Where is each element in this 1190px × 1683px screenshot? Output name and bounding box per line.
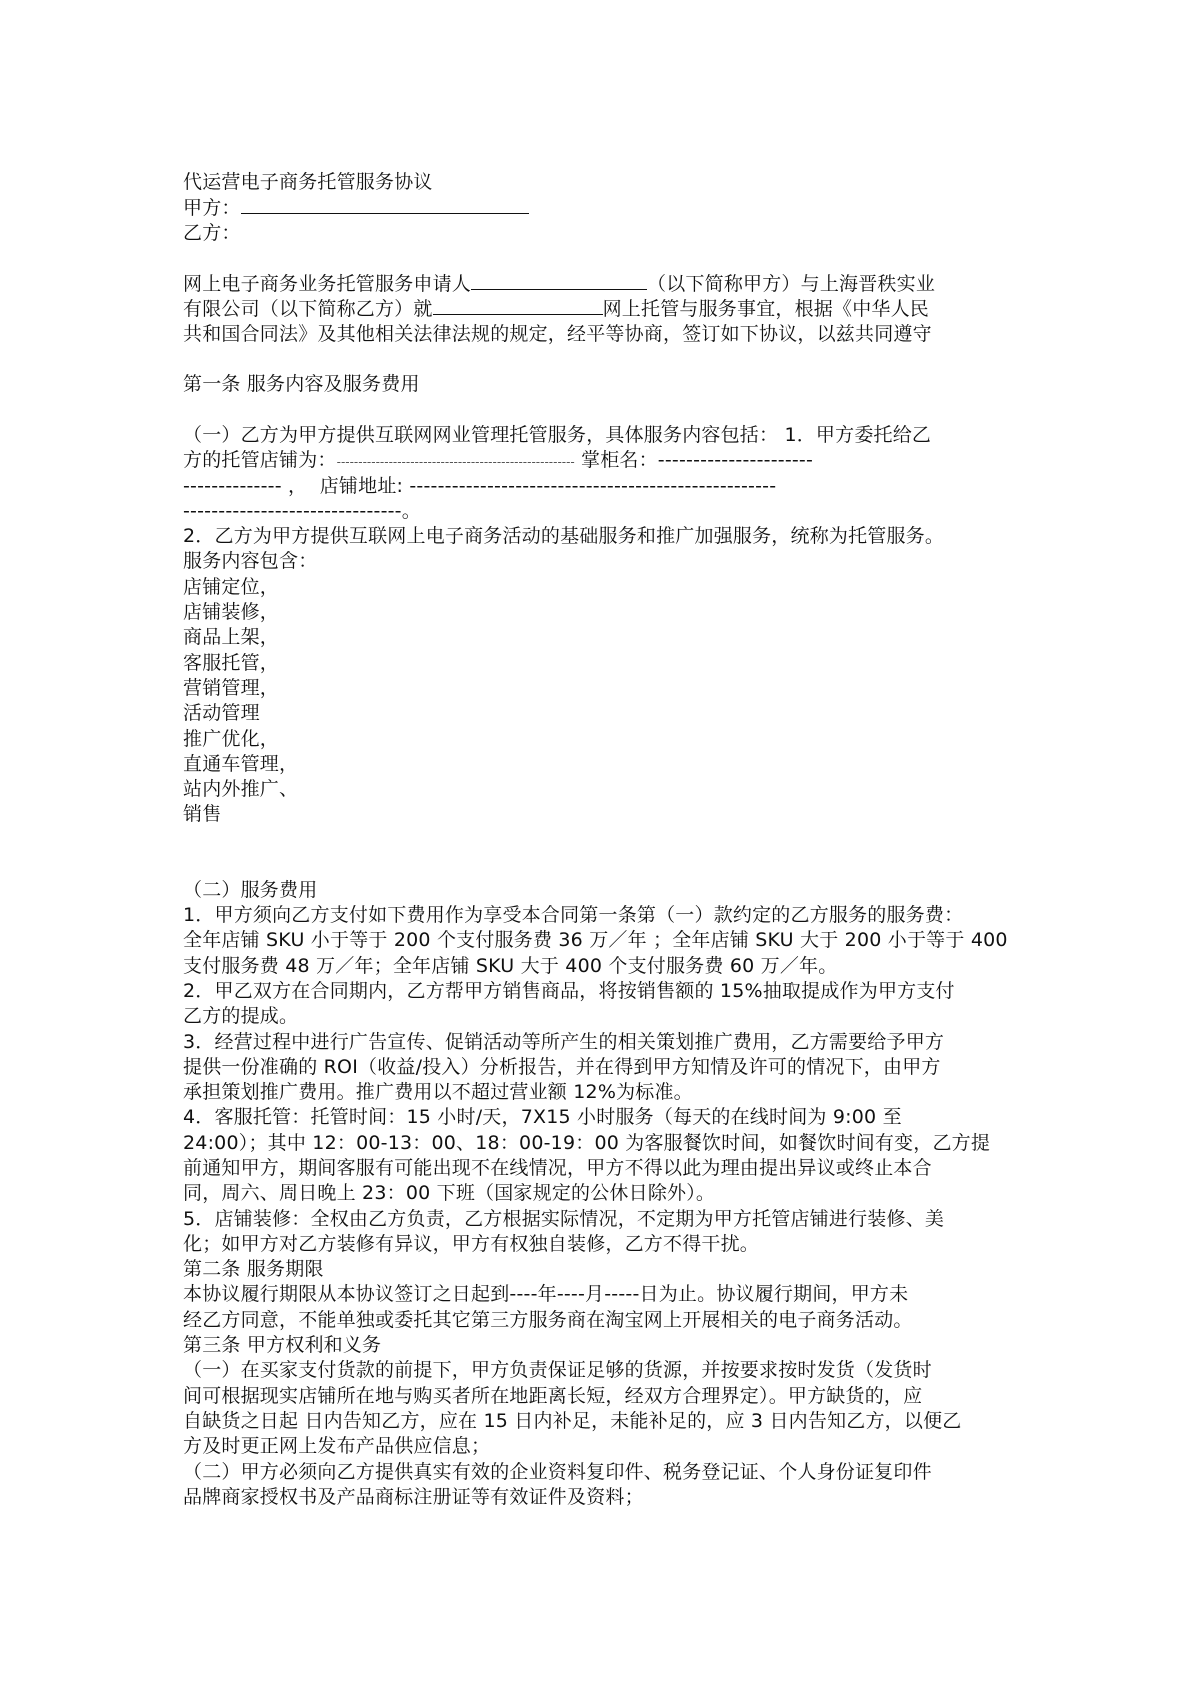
service-item: 店铺装修， [183, 601, 280, 624]
section-2-line: 化；如甲方对乙方装修有异议，甲方有权独自装修，乙方不得干扰。 [183, 1232, 760, 1255]
section-2-line: 全年店铺 SKU 小于等于 200 个支付服务费 36 万／年 ；全年店铺 SKU 大于 200 小于等于 400 [183, 929, 1008, 952]
document-title: 代运营电子商务托管服务协议 [183, 171, 433, 193]
section-2-line: 提供一份准确的 ROI（收益/投入）分析报告，并在得到甲方知情及许可的情况下，由甲方 [183, 1055, 941, 1078]
section-1-line-1: （一）乙方为甲方提供互联网网业管理托管服务，具体服务内容包括： 1．甲方委托给乙 [183, 423, 932, 446]
party-a-line [183, 195, 1023, 220]
applicant-blank [471, 271, 647, 290]
section-2-line: 1．甲方须向乙方支付如下费用作为享受本合同第一条第（一）款约定的乙方服务的服务费： [183, 904, 964, 927]
section-2-heading: （二）服务费用 [183, 878, 318, 901]
agreement-document [183, 170, 1023, 1510]
service-item: 活动管理 [183, 702, 260, 725]
section-2-line: 2．甲乙双方在合同期内，乙方帮甲方销售商品，将按销售额的 15%抽取提成作为甲方支付 [183, 979, 955, 1002]
service-item: 营销管理， [183, 676, 280, 699]
section-2-line: 同，周六、周日晚上 23：00 下班（国家规定的公休日除外）。 [183, 1182, 716, 1205]
section-2-line: 4．客服托管：托管时间：15 小时/天，7X15 小时服务（每天的在线时间为 9:00 至 [183, 1106, 902, 1129]
party-b-label: 乙方： [183, 221, 241, 244]
party-a-blank [241, 195, 529, 214]
service-item: 商品上架， [183, 626, 280, 649]
section-1-item-2: 2．乙方为甲方提供互联网上电子商务活动的基础服务和推广加强服务，统称为托管服务。 [183, 525, 945, 548]
article-3-title: 第三条 甲方权利和义务 [183, 1334, 382, 1357]
service-item: 推广优化， [183, 727, 280, 750]
article-3-line: 自缺货之日起 日内告知乙方，应在 15 日内补足，未能补足的，应 3 日内告知乙方，以便乙 [183, 1409, 962, 1432]
section-2-line: 支付服务费 48 万／年；全年店铺 SKU 大于 400 个支付服务费 60 万／年。 [183, 954, 838, 977]
service-item: 销售 [183, 803, 222, 826]
article-3-line: 品牌商家授权书及产品商标注册证等有效证件及资料； [183, 1485, 644, 1508]
intro-line-3: 共和国合同法》及其他相关法律法规的规定，经平等协商，签订如下协议，以兹共同遵守 [183, 322, 932, 345]
article-3-line: 间可根据现实店铺所在地与购买者所在地距离长短，经双方合理界定）。甲方缺货的，应 [183, 1384, 923, 1407]
article-3-line: （二）甲方必须向乙方提供真实有效的企业资料复印件、税务登记证、个人身份证复印件 [183, 1460, 932, 1483]
section-2-line: 24:00）；其中 12：00-13：00、18：00-19：00 为客服餐饮时间，如餐饮时间有变，乙方提 [183, 1131, 991, 1154]
article-2-title: 第二条 服务期限 [183, 1258, 324, 1281]
intro-line-1: 网上电子商务业务托管服务申请人 （以下简称甲方）与上海晋秩实业 [183, 273, 936, 296]
services-heading: 服务内容包含： [183, 550, 318, 573]
service-item: 直通车管理， [183, 752, 299, 775]
article-3-line: 方及时更正网上发布产品供应信息； [183, 1435, 491, 1458]
section-1-line-4: -------------------------------。 [183, 499, 421, 522]
section-1-line-3: -------------- ， 店铺地址: ---------------------------------------------------- [183, 474, 777, 497]
service-item: 店铺定位， [183, 575, 280, 598]
service-item: 客服托管， [183, 651, 280, 674]
article-1-title: 第一条 服务内容及服务费用 [183, 373, 420, 396]
article-3-line: （一）在买家支付货款的前提下，甲方负责保证足够的货源，并按要求按时发货（发货时 [183, 1359, 932, 1382]
service-item: 站内外推广、 [183, 778, 299, 801]
party-a-label: 甲方： [183, 197, 241, 220]
section-2-line: 承担策划推广费用。推广费用以不超过营业额 12%为标准。 [183, 1081, 693, 1104]
section-2-line: 3．经营过程中进行广告宣传、促销活动等所产生的相关策划推广费用，乙方需要给予甲方 [183, 1030, 945, 1053]
article-2-line: 经乙方同意，不能单独或委托其它第三方服务商在淘宝网上开展相关的电子商务活动。 [183, 1308, 913, 1331]
section-2-line: 5．店铺装修：全权由乙方负责，乙方根据实际情况，不定期为甲方托管店铺进行装修、美 [183, 1207, 945, 1230]
intro-line-2: 有限公司（以下简称乙方）就 网上托管与服务事宜，根据《中华人民 [183, 298, 930, 321]
section-2-line: 前通知甲方，期间客服有可能出现不在线情况，甲方不得以此为理由提出异议或终止本合 [183, 1156, 932, 1179]
section-1-line-2: 方的托管店铺为：------------------------------------------------------- 掌柜名：---------------------- [183, 449, 814, 472]
matter-blank [433, 296, 603, 315]
section-2-line: 乙方的提成。 [183, 1005, 299, 1028]
article-2-line: 本协议履行期限从本协议签订之日起到----年----月-----日为止。协议履行期间，甲方未 [183, 1283, 909, 1306]
